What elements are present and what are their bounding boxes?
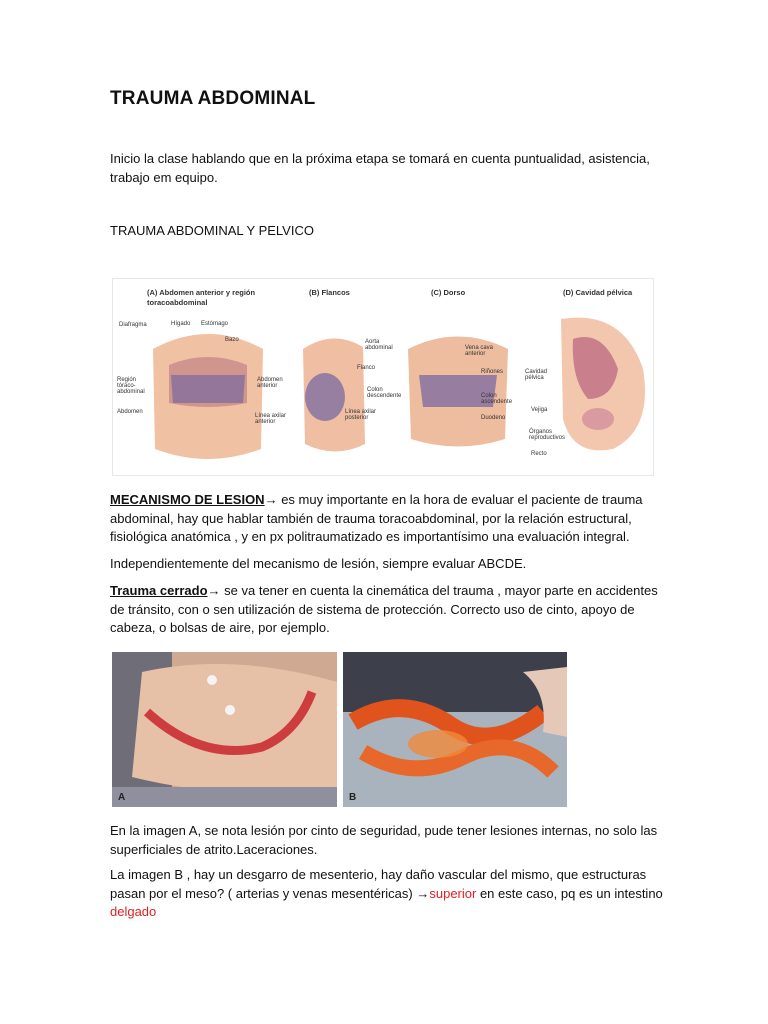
electrode-shape: [225, 705, 235, 715]
label-aorta: Aorta abdominal: [365, 339, 393, 351]
bladder-shape: [582, 408, 614, 430]
imagen-b-paragraph: [110, 866, 670, 922]
photo-a-label: A: [118, 792, 126, 803]
label-recto: Recto: [531, 451, 547, 457]
label-rinones: Riñones: [481, 369, 504, 375]
label-higado: Hígado: [171, 321, 191, 327]
label-bazo: Bazo: [225, 337, 239, 343]
electrode-shape: [207, 675, 217, 685]
label-linea-axilar-posterior: Línea axilar posterior: [345, 409, 377, 421]
label-abdomen-anterior: Abdomen anterior: [257, 377, 283, 389]
section-title: TRAUMA ABDOMINAL Y PELVICO: [110, 223, 314, 238]
abdomen-region-a-shape: [171, 375, 245, 403]
label-duodeno: Duodeno: [481, 415, 506, 421]
label-colon-ascendente: Colon ascendente: [481, 393, 513, 405]
abcde-paragraph: Independientemente del mecanismo de lesión, siempre evaluar ABCDE.: [110, 556, 527, 571]
arrow-glyph: →: [207, 583, 221, 598]
photo-b-label: B: [349, 792, 357, 803]
label-diafragma: Diafragma: [119, 322, 147, 328]
trauma-cerrado-label: Trauma cerrado: [110, 583, 208, 598]
panel-b-label: (B) Flancos: [309, 288, 350, 297]
intro-paragraph: Inicio la clase hablando que en la próxima etapa se tomará en cuenta puntualidad, asistencia, trabajo em equipo.: [110, 151, 650, 185]
sheet-shape: [112, 787, 337, 807]
label-colon-descendente: Colon descendente: [367, 387, 402, 399]
photo-a-seatbelt-injury: [112, 652, 337, 807]
anatomy-illustration: [113, 279, 655, 477]
label-cavidad-pelvica: Cavidad pélvica: [525, 369, 548, 381]
flank-region-shape: [305, 373, 345, 421]
label-vejiga: Vejiga: [531, 407, 548, 413]
panel-d-label: (D) Cavidad pélvica: [563, 288, 633, 297]
photo-a-illustration: [112, 652, 337, 807]
trauma-cerrado-text: se va tener en cuenta la cinemática del trauma , mayor parte en accidentes de tránsito, con o sen utilización de sistema de protección. Correcto uso de cinto, apoyo de cabeza, o bolsas de aire, por ejemplo.: [110, 583, 658, 635]
panel-c-label: (C) Dorso: [431, 288, 466, 297]
label-organos: Órganos reproductivos: [529, 429, 566, 441]
anatomy-figure: [112, 278, 654, 476]
mesentery-shape: [408, 730, 468, 758]
label-vena-cava: Vena cava anterior: [465, 345, 494, 357]
label-region: Región tóraco-abdominal: [117, 377, 145, 395]
arrow-glyph: →: [264, 492, 278, 507]
mecanismo-paragraph: [110, 491, 670, 547]
photo-b-illustration: [343, 652, 567, 807]
imagen-b-text-2: en este caso, pq es un intestino: [476, 885, 663, 901]
highlight-superior: superior: [429, 885, 477, 901]
label-flanco: Flanco: [357, 365, 376, 371]
page-title: TRAUMA ABDOMINAL: [110, 88, 316, 109]
label-linea-axilar-anterior: Línea axilar anterior: [255, 413, 287, 425]
imagen-b-text-1: La imagen B , hay un desgarro de mesenterio, hay daño vascular del mismo, que estructuras pasan por el meso? ( arterias y venas mesentéricas): [110, 867, 647, 901]
highlight-delgado: delgado: [110, 904, 157, 919]
label-abdomen: Abdomen: [117, 409, 143, 415]
arrow-glyph: →: [416, 885, 430, 901]
mecanismo-text: es muy importante en la hora de evaluar el paciente de trauma abdominal, hay que hablar también de trauma toracoabdominal, por la relación estructural, fisiológica anatómica , y en px politraumatizado es importantísimo una evaluación integral.: [110, 492, 643, 544]
imagen-a-paragraph: En la imagen A, se nota lesión por cinto de seguridad, pude tener lesiones internas, no solo las superficiales de atrito.Laceraciones.: [110, 823, 658, 857]
panel-a-label: (A) Abdomen anterior y región toracoabdominal: [147, 288, 256, 307]
mecanismo-label: MECANISMO DE LESION: [110, 492, 265, 507]
trauma-cerrado-paragraph: [110, 582, 670, 638]
label-estomago: Estómago: [201, 321, 229, 327]
photo-b-mesentery-tear: [343, 652, 567, 807]
